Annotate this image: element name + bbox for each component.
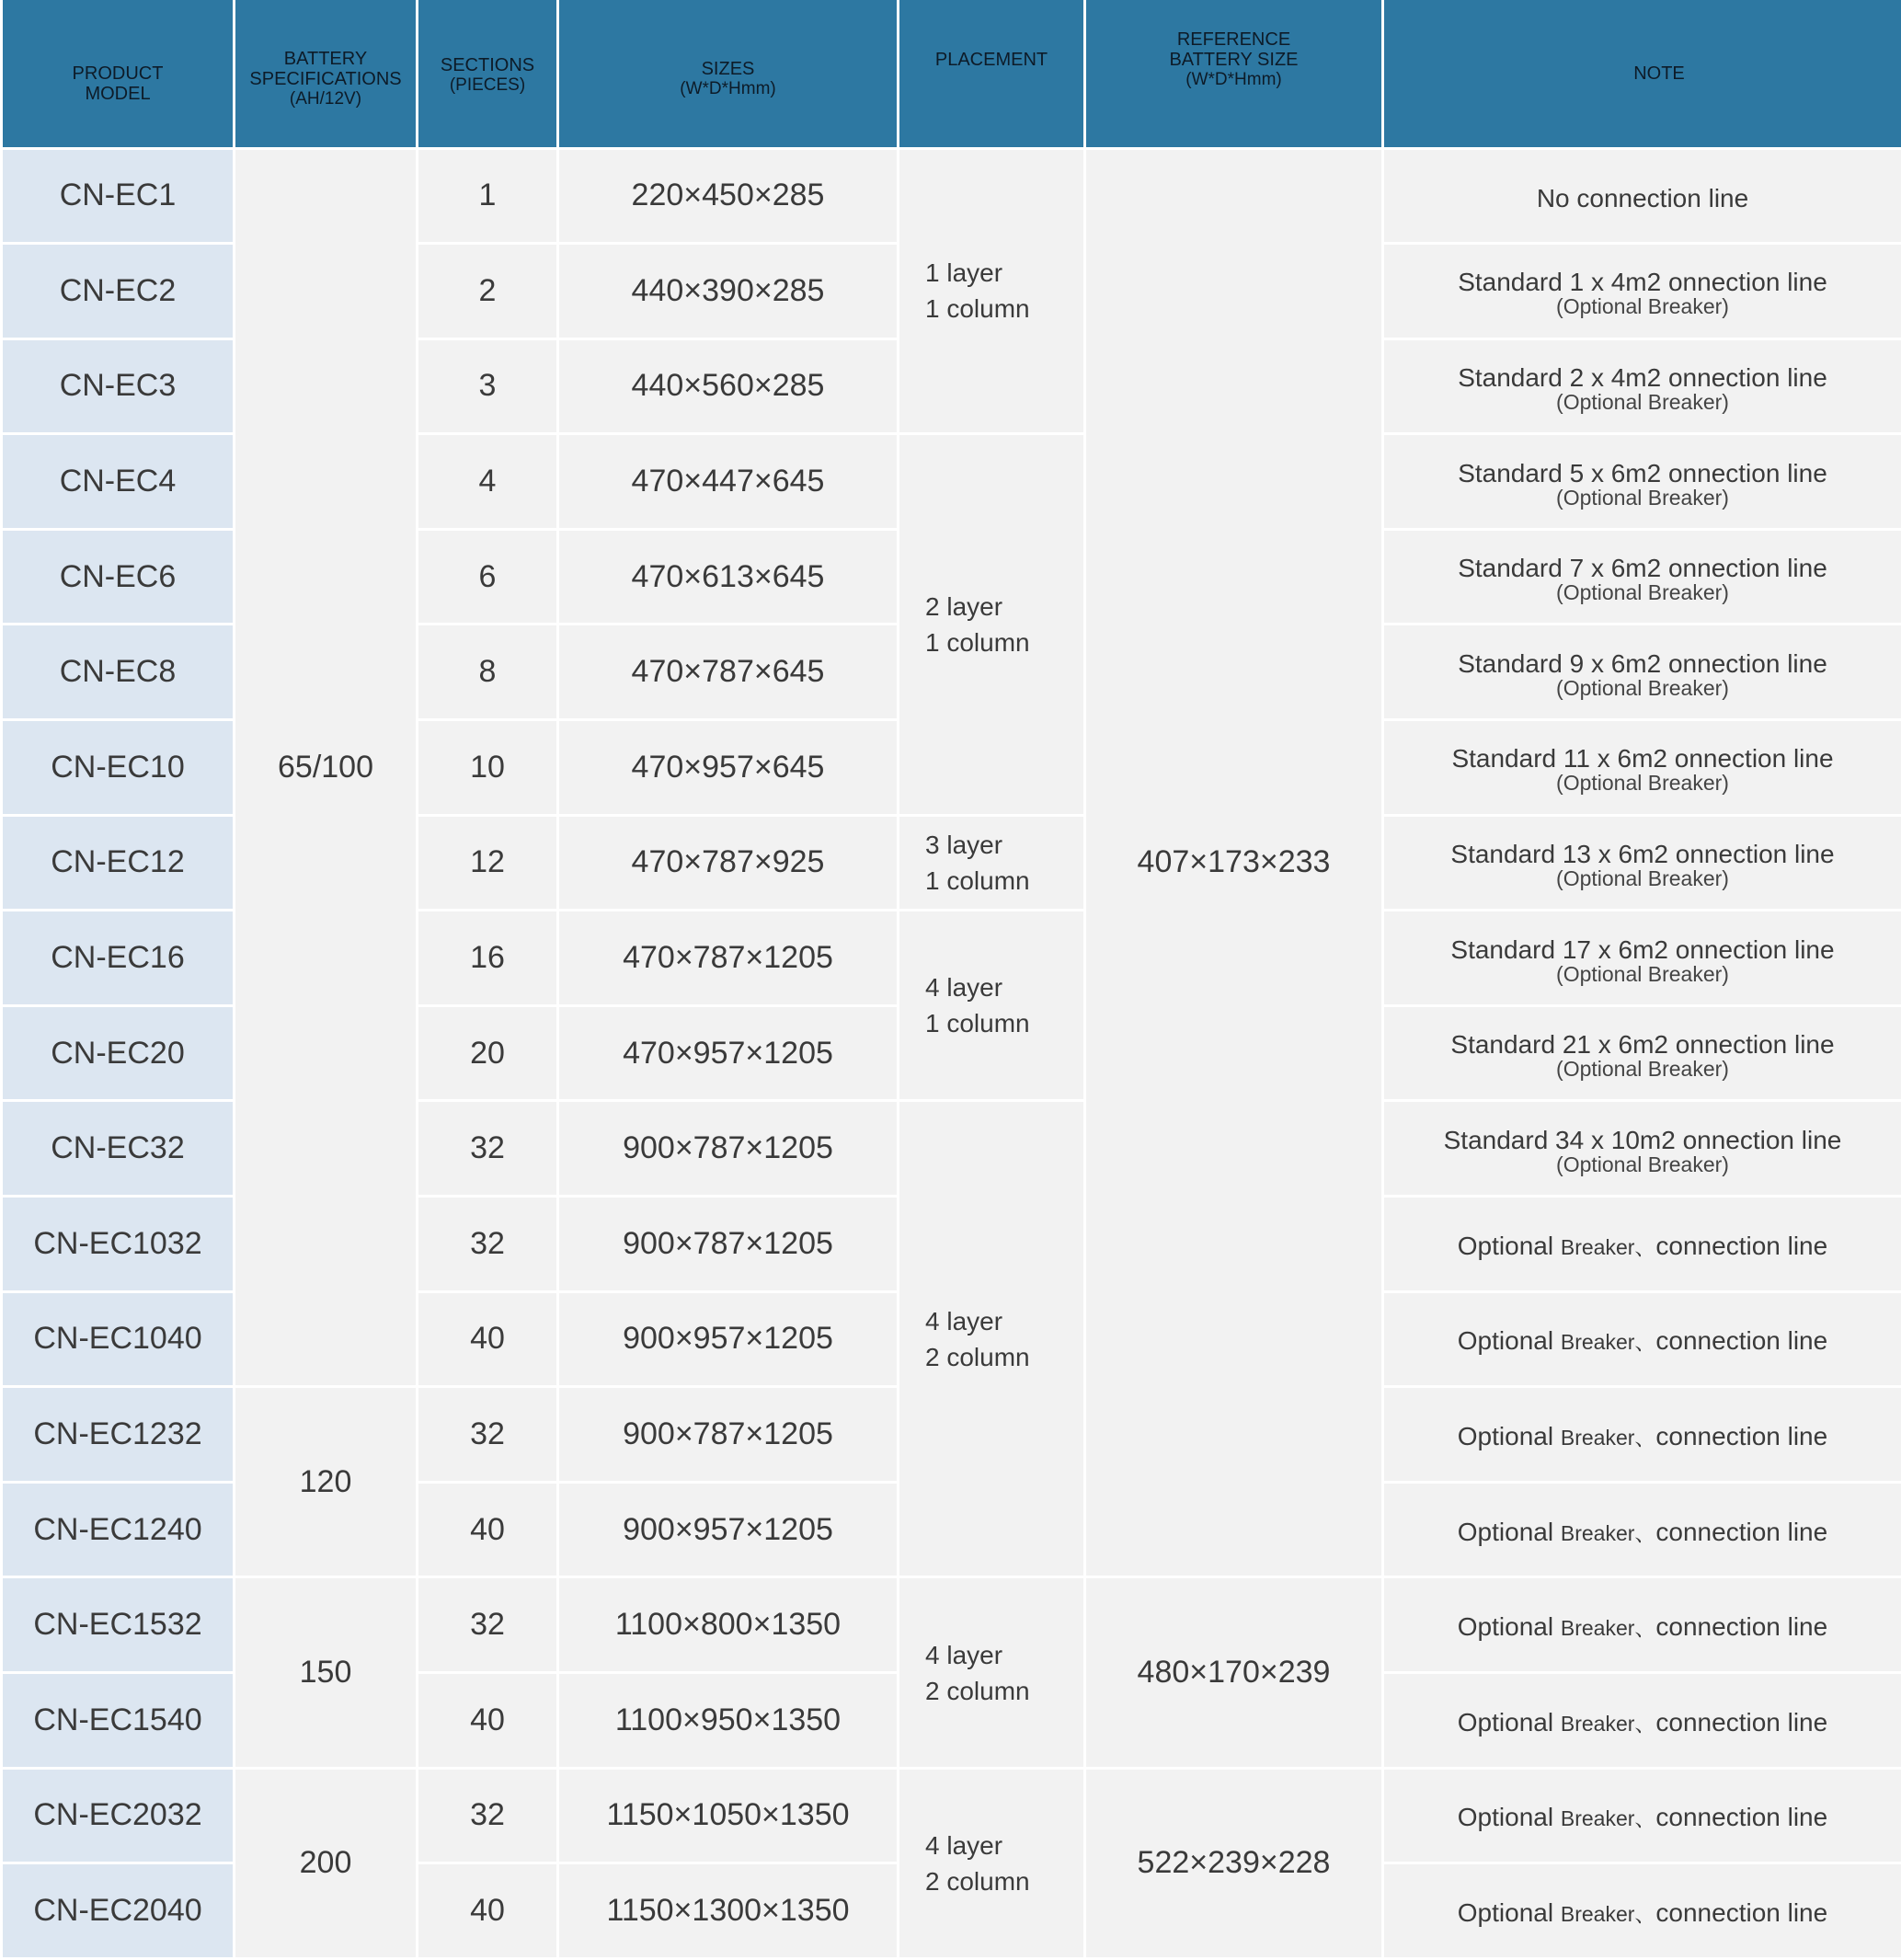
sections-cell: 32 [418, 1197, 558, 1292]
note-breaker: Breaker、 [1561, 1712, 1656, 1736]
size-cell: 900×787×1205 [558, 1101, 899, 1197]
size-cell: 1100×950×1350 [558, 1673, 899, 1769]
product-model-cell: CN-EC1032 [2, 1197, 235, 1292]
header-sizes [558, 0, 899, 148]
size-cell: 900×957×1205 [558, 1291, 899, 1387]
size-cell: 900×787×1205 [558, 1197, 899, 1292]
table-row [2, 148, 1901, 244]
placement-layers: 4 layer [925, 1637, 1078, 1673]
header-text: NOTE [1421, 63, 1897, 84]
product-model-cell: CN-EC6 [2, 529, 235, 625]
note-connection-line: connection line [1655, 1326, 1827, 1355]
note-main: No connection line [1390, 186, 1895, 212]
placement-columns: 1 column [925, 863, 1078, 899]
note-sub: (Optional Breaker) [1390, 1153, 1895, 1175]
header-text: (PIECES) [422, 75, 553, 96]
product-model-cell: CN-EC1 [2, 148, 235, 244]
product-model-cell: CN-EC8 [2, 625, 235, 720]
note-optional: Optional [1458, 1518, 1561, 1546]
note-cell [1383, 244, 1901, 339]
product-model-cell: CN-EC2032 [2, 1768, 235, 1863]
header-note [1383, 0, 1901, 148]
sections-cell: 20 [418, 1005, 558, 1101]
header-text: BATTERY [239, 49, 412, 69]
note-cell [1383, 338, 1901, 434]
size-cell: 470×447×645 [558, 434, 899, 530]
size-cell: 900×957×1205 [558, 1482, 899, 1577]
size-cell: 470×787×1205 [558, 911, 899, 1006]
placement-columns: 1 column [925, 291, 1078, 327]
note-optional: Optional [1458, 1612, 1561, 1641]
note-optional: Optional [1458, 1326, 1561, 1355]
sections-cell: 3 [418, 338, 558, 434]
battery-spec-cell: 200 [235, 1768, 418, 1958]
placement-layers: 4 layer [925, 969, 1078, 1005]
size-cell: 470×787×925 [558, 815, 899, 911]
size-cell: 440×390×285 [558, 244, 899, 339]
sections-cell: 2 [418, 244, 558, 339]
table-row [2, 1768, 1901, 1863]
note-main: Standard 7 x 6m2 onnection line [1390, 556, 1895, 581]
product-model-cell: CN-EC1240 [2, 1482, 235, 1577]
sections-cell: 8 [418, 625, 558, 720]
sections-cell: 40 [418, 1291, 558, 1387]
note-cell [1383, 1673, 1901, 1769]
sections-cell: 40 [418, 1673, 558, 1769]
note-sub: (Optional Breaker) [1390, 391, 1895, 413]
table-row [2, 1577, 1901, 1673]
header-sections [418, 0, 558, 148]
note-sub: (Optional Breaker) [1390, 295, 1895, 317]
note-main: Standard 5 x 6m2 onnection line [1390, 461, 1895, 487]
size-cell: 470×957×1205 [558, 1005, 899, 1101]
note-connection-line: connection line [1655, 1708, 1827, 1736]
placement-cell [899, 1577, 1085, 1768]
product-model-cell: CN-EC1540 [2, 1673, 235, 1769]
placement-cell [899, 1101, 1085, 1577]
header-text: SIZES [563, 59, 893, 79]
product-model-cell: CN-EC12 [2, 815, 235, 911]
sections-cell: 32 [418, 1101, 558, 1197]
size-cell: 1100×800×1350 [558, 1577, 899, 1673]
placement-columns: 1 column [925, 1005, 1078, 1041]
note-cell [1383, 434, 1901, 530]
note-sub: (Optional Breaker) [1390, 963, 1895, 985]
product-model-cell: CN-EC2040 [2, 1863, 235, 1959]
header-row [2, 0, 1901, 148]
sections-cell: 1 [418, 148, 558, 244]
product-model-cell: CN-EC10 [2, 720, 235, 816]
header-text: SECTIONS [422, 55, 553, 75]
note-sub: (Optional Breaker) [1390, 581, 1895, 603]
header-text: PLACEMENT [903, 50, 1080, 70]
product-model-cell: CN-EC20 [2, 1005, 235, 1101]
product-model-cell: CN-EC4 [2, 434, 235, 530]
header-text: MODEL [6, 84, 229, 104]
placement-columns: 2 column [925, 1863, 1078, 1899]
note-optional: Optional [1458, 1803, 1561, 1831]
placement-layers: 4 layer [925, 1303, 1078, 1339]
header-battery-specifications [235, 0, 418, 148]
note-main: Standard 2 x 4m2 onnection line [1390, 365, 1895, 391]
note-breaker: Breaker、 [1561, 1330, 1656, 1354]
note-connection-line: connection line [1655, 1803, 1827, 1831]
note-connection-line: connection line [1655, 1898, 1827, 1927]
header-text: (AH/12V) [239, 89, 412, 109]
header-product-model [2, 0, 235, 148]
note-breaker: Breaker、 [1561, 1235, 1656, 1259]
product-model-cell: CN-EC1040 [2, 1291, 235, 1387]
placement-layers: 2 layer [925, 589, 1078, 625]
size-cell: 900×787×1205 [558, 1387, 899, 1483]
battery-spec-cell: 120 [235, 1387, 418, 1577]
header-placement [899, 0, 1085, 148]
note-optional: Optional [1458, 1232, 1561, 1260]
note-cell [1383, 1387, 1901, 1483]
placement-cell [899, 148, 1085, 434]
header-text: REFERENCE [1090, 29, 1378, 50]
note-sub: (Optional Breaker) [1390, 677, 1895, 699]
placement-cell [899, 434, 1085, 815]
note-cell [1383, 1768, 1901, 1863]
product-model-cell: CN-EC1532 [2, 1577, 235, 1673]
size-cell: 470×613×645 [558, 529, 899, 625]
note-connection-line: connection line [1655, 1612, 1827, 1641]
note-main: Standard 9 x 6m2 onnection line [1390, 651, 1895, 677]
header-text: PRODUCT [6, 63, 229, 84]
sections-cell: 40 [418, 1482, 558, 1577]
note-cell [1383, 720, 1901, 816]
note-sub: (Optional Breaker) [1390, 487, 1895, 509]
size-cell: 470×957×645 [558, 720, 899, 816]
placement-columns: 1 column [925, 625, 1078, 660]
product-model-cell: CN-EC16 [2, 911, 235, 1006]
note-main: Standard 1 x 4m2 onnection line [1390, 269, 1895, 295]
header-reference-battery-size [1085, 0, 1383, 148]
placement-cell [899, 815, 1085, 911]
note-sub: (Optional Breaker) [1390, 1058, 1895, 1080]
note-cell [1383, 1863, 1901, 1959]
battery-spec-cell: 150 [235, 1577, 418, 1768]
sections-cell: 4 [418, 434, 558, 530]
note-cell [1383, 1005, 1901, 1101]
note-optional: Optional [1458, 1898, 1561, 1927]
size-cell: 1150×1050×1350 [558, 1768, 899, 1863]
sections-cell: 32 [418, 1387, 558, 1483]
note-optional: Optional [1458, 1708, 1561, 1736]
note-breaker: Breaker、 [1561, 1426, 1656, 1450]
sections-cell: 12 [418, 815, 558, 911]
reference-size-cell: 407×173×233 [1085, 148, 1383, 1577]
reference-size-cell: 480×170×239 [1085, 1577, 1383, 1768]
note-cell [1383, 1482, 1901, 1577]
product-model-cell: CN-EC32 [2, 1101, 235, 1197]
sections-cell: 32 [418, 1577, 558, 1673]
placement-layers: 1 layer [925, 255, 1078, 291]
note-breaker: Breaker、 [1561, 1616, 1656, 1640]
sections-cell: 16 [418, 911, 558, 1006]
note-cell [1383, 1101, 1901, 1197]
note-breaker: Breaker、 [1561, 1806, 1656, 1830]
battery-spec-cell: 65/100 [235, 148, 418, 1387]
sections-cell: 32 [418, 1768, 558, 1863]
note-main: Standard 21 x 6m2 onnection line [1390, 1032, 1895, 1058]
note-sub: (Optional Breaker) [1390, 867, 1895, 889]
placement-cell [899, 1768, 1085, 1958]
note-connection-line: connection line [1655, 1518, 1827, 1546]
note-cell [1383, 1197, 1901, 1292]
header-text: (W*D*Hmm) [1090, 70, 1378, 90]
note-cell [1383, 148, 1901, 244]
placement-columns: 2 column [925, 1339, 1078, 1375]
note-cell [1383, 625, 1901, 720]
note-optional: Optional [1458, 1422, 1561, 1450]
note-breaker: Breaker、 [1561, 1902, 1656, 1926]
header-text: BATTERY SIZE [1090, 50, 1378, 70]
placement-columns: 2 column [925, 1673, 1078, 1709]
size-cell: 440×560×285 [558, 338, 899, 434]
note-main: Standard 13 x 6m2 onnection line [1390, 842, 1895, 867]
size-cell: 470×787×645 [558, 625, 899, 720]
sections-cell: 10 [418, 720, 558, 816]
sections-cell: 40 [418, 1863, 558, 1959]
placement-layers: 4 layer [925, 1828, 1078, 1863]
header-text: (W*D*Hmm) [563, 79, 893, 99]
size-cell: 220×450×285 [558, 148, 899, 244]
note-cell [1383, 1577, 1901, 1673]
table-body [2, 148, 1901, 1958]
note-connection-line: connection line [1655, 1232, 1827, 1260]
reference-size-cell: 522×239×228 [1085, 1768, 1383, 1958]
note-connection-line: connection line [1655, 1422, 1827, 1450]
note-main: Standard 11 x 6m2 onnection line [1390, 746, 1895, 772]
product-model-cell: CN-EC1232 [2, 1387, 235, 1483]
note-sub: (Optional Breaker) [1390, 772, 1895, 794]
product-model-cell: CN-EC3 [2, 338, 235, 434]
product-model-cell: CN-EC2 [2, 244, 235, 339]
note-main: Standard 34 x 10m2 onnection line [1390, 1128, 1895, 1153]
size-cell: 1150×1300×1350 [558, 1863, 899, 1959]
sections-cell: 6 [418, 529, 558, 625]
placement-layers: 3 layer [925, 827, 1078, 863]
note-cell [1383, 529, 1901, 625]
note-cell [1383, 911, 1901, 1006]
note-main: Standard 17 x 6m2 onnection line [1390, 937, 1895, 963]
header-text: SPECIFICATIONS [239, 69, 412, 89]
note-breaker: Breaker、 [1561, 1521, 1656, 1545]
note-cell [1383, 1291, 1901, 1387]
table-header [2, 0, 1901, 148]
note-cell [1383, 815, 1901, 911]
placement-cell [899, 911, 1085, 1101]
